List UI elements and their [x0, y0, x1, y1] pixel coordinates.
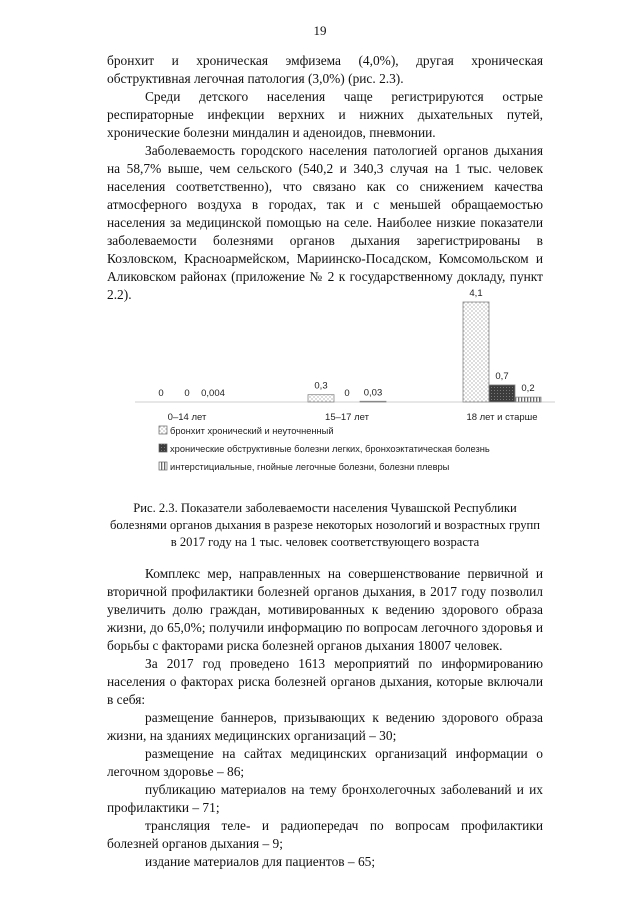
data-label: 0	[158, 388, 164, 399]
bar-2-3	[489, 385, 515, 402]
category-label: 15–17 лет	[325, 412, 369, 423]
data-label: 0,2	[521, 383, 535, 395]
bar-chart	[107, 282, 567, 492]
list-item: размещение баннеров, призывающих к ведению здорового образа жизни, на зданиях медицинских организаций – 30;	[107, 710, 543, 743]
data-label: 0	[184, 388, 190, 399]
paragraph: За 2017 год проведено 1613 мероприятий по информированию населения о факторах риска болезней органов дыхания, которые включали в себя:	[107, 656, 543, 707]
bar-3-3	[515, 397, 541, 402]
paragraph: Комплекс мер, направленных на совершенствование первичной и вторичной профилактики болезней органов дыхания, в 2017 году позволил увеличить долю граждан, мотивированных к ведению здорового образа жизни, до 65,0%; получили информацию по вопросам легочного здоровья и борьбы с факторами риска болезней органов дыхания 18007 человек.	[107, 566, 543, 653]
list-item: публикацию материалов на тему бронхолегочных заболеваний и их профилактики – 71;	[107, 782, 543, 815]
caption-line: болезнями органов дыхания в разрезе некоторых нозологий и возрастных групп	[109, 518, 541, 532]
legend-swatch	[159, 462, 167, 470]
bar-1-2	[308, 395, 334, 402]
caption-line: Рис. 2.3. Показатели заболеваемости населения Чувашской Республики	[133, 501, 517, 515]
data-label: 4,1	[469, 288, 483, 299]
list-item: размещение на сайтах медицинских организаций информации о легочном здоровье – 86;	[107, 746, 543, 779]
legend-label: бронхит хронический и неуточненный	[170, 426, 334, 436]
bar-3-2	[360, 401, 386, 402]
list-item: трансляция теле- и радиопередач по вопросам профилактики болезней органов дыхания – 9;	[107, 818, 543, 851]
paragraph: бронхит и хроническая эмфизема (4,0%), другая хроническая обструктивная легочная патология (3,0%) (рис. 2.3).	[107, 53, 543, 86]
legend-swatch	[159, 426, 167, 434]
page-number: 19	[313, 23, 327, 38]
paragraph: Заболеваемость городского населения патологией органов дыхания на 58,7% выше, чем сельского (540,2 и 340,3 случая на 1 тыс. человек населения соответственно), что связано как со снижением качества атмосферного воздуха в городах, так и с меньшей обращаемостью населения за медицинской помощью на селе. Наиболее низкие показатели заболеваемости болезнями органов дыхания зарегистрированы в Козловском, Красноармейском, Мариинско-Посадском, Комсомольском и Аликовском районах (приложение № 2 к государственному докладу, пункт 2.2).	[107, 143, 543, 302]
legend-swatch	[159, 444, 167, 452]
data-label: 0,004	[201, 387, 225, 399]
text-block-top	[107, 52, 543, 304]
data-label: 0,3	[314, 380, 328, 392]
category-label: 18 лет и старше	[466, 412, 538, 423]
caption-line: в 2017 году на 1 тыс. человек соответствующего возраста	[170, 535, 480, 549]
legend-label: интерстициальные, гнойные легочные болезни, болезни плевры	[170, 462, 450, 472]
category-label: 0–14 лет	[167, 412, 207, 423]
figure-caption	[107, 500, 543, 551]
data-label: 0	[344, 388, 350, 399]
list-item: издание материалов для пациентов – 65;	[145, 854, 376, 869]
data-label: 0,03	[363, 387, 383, 399]
legend-label: хронические обструктивные болезни легких, бронхоэктатическая болезнь	[170, 444, 490, 454]
text-block-bottom	[107, 565, 543, 871]
bar-1-3	[463, 302, 489, 402]
data-label: 0,7	[495, 370, 509, 382]
paragraph: Среди детского населения чаще регистрируются острые респираторные инфекции верхних и нижних дыхательных путей, хронические болезни миндалин и аденоидов, пневмонии.	[107, 89, 543, 140]
